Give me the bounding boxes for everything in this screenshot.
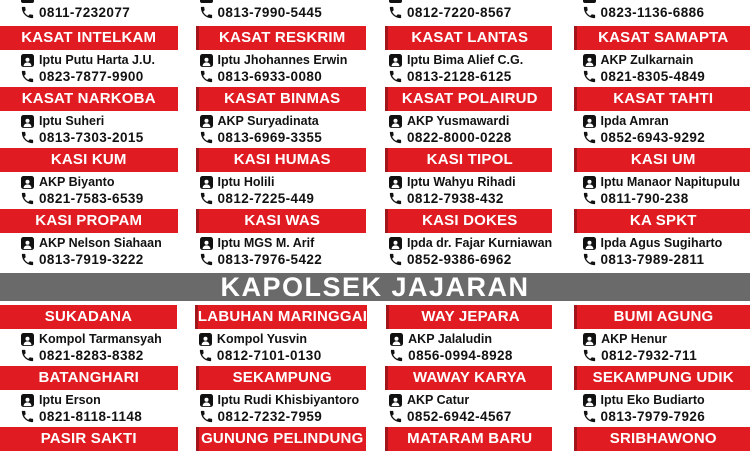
contact-card-title-banner bbox=[385, 366, 552, 390]
officer-name: Iptu Manaor Napitupulu bbox=[601, 175, 741, 189]
phone-handset-icon bbox=[388, 409, 403, 424]
phone-line bbox=[0, 4, 188, 20]
kapolsek-section bbox=[0, 305, 750, 427]
phone-line bbox=[583, 251, 750, 267]
phone-line bbox=[200, 251, 376, 267]
contact-card-info bbox=[0, 329, 187, 366]
contact-card-title: KASAT POLAIRUD bbox=[402, 90, 538, 107]
officer-name-line bbox=[583, 331, 750, 347]
kasat-kasi-section bbox=[0, 26, 750, 270]
contact-card-title: SRIBHAWONO bbox=[610, 430, 717, 447]
person-icon bbox=[21, 394, 34, 407]
phone-handset-icon bbox=[20, 130, 35, 145]
contact-card bbox=[0, 26, 188, 87]
person-icon-cropped bbox=[389, 0, 402, 3]
cropped-contact-card bbox=[188, 0, 376, 26]
officer-name: Iptu Erson bbox=[39, 393, 101, 407]
phone-number: 0813-7303-2015 bbox=[39, 130, 144, 145]
officer-name-line bbox=[21, 331, 187, 347]
contact-card-title-banner bbox=[385, 209, 552, 233]
contact-card bbox=[563, 87, 750, 148]
contact-card-title: BUMI AGUNG bbox=[614, 308, 714, 325]
contact-card-title: KA SPKT bbox=[630, 212, 697, 229]
phone-handset-icon bbox=[388, 191, 403, 206]
phone-handset-icon bbox=[582, 348, 597, 363]
phone-handset-icon bbox=[389, 348, 404, 363]
phone-number: 0821-8305-4849 bbox=[601, 69, 706, 84]
contact-card-row bbox=[0, 209, 750, 270]
contact-card-title-banner bbox=[196, 209, 367, 233]
officer-name: Iptu Jhohannes Erwin bbox=[218, 53, 348, 67]
officer-name-line bbox=[389, 113, 563, 129]
phone-handset-icon bbox=[199, 191, 214, 206]
contact-card-info bbox=[563, 390, 750, 427]
contact-card-info bbox=[0, 172, 188, 209]
phone-handset-icon bbox=[199, 130, 214, 145]
contact-card bbox=[563, 148, 750, 209]
contact-card-title: WAY JEPARA bbox=[421, 308, 519, 325]
contact-card-title: SEKAMPUNG UDIK bbox=[593, 369, 734, 386]
contact-card-info bbox=[0, 390, 188, 427]
phone-handset-icon bbox=[199, 69, 214, 84]
phone-handset-icon bbox=[199, 5, 214, 20]
contact-card-title: MATARAM BARU bbox=[407, 430, 532, 447]
contact-card-info bbox=[188, 50, 376, 87]
contact-card-title-banner bbox=[574, 366, 750, 390]
contact-card-info bbox=[563, 329, 750, 366]
contact-card-title-banner bbox=[196, 26, 367, 50]
officer-name-line bbox=[21, 392, 188, 408]
phone-handset-icon bbox=[582, 252, 597, 267]
contact-card-title: SUKADANA bbox=[45, 308, 132, 325]
cropped-contact-card bbox=[375, 427, 563, 451]
contact-card-info bbox=[188, 111, 376, 148]
officer-name-line bbox=[21, 113, 188, 129]
contact-card bbox=[563, 209, 750, 270]
phone-handset-icon bbox=[20, 191, 35, 206]
phone-line bbox=[21, 129, 188, 145]
person-icon bbox=[200, 237, 213, 250]
contact-card-info bbox=[187, 329, 376, 366]
officer-name: AKP Catur bbox=[407, 393, 469, 407]
phone-line bbox=[389, 68, 563, 84]
contact-card-title: BATANGHARI bbox=[38, 369, 139, 386]
phone-number: 0812-7101-0130 bbox=[217, 348, 322, 363]
contact-card bbox=[188, 366, 376, 427]
contact-card-info bbox=[376, 329, 563, 366]
phone-number: 0813-6969-3355 bbox=[218, 130, 323, 145]
person-icon bbox=[389, 237, 402, 250]
phone-handset-icon bbox=[199, 409, 214, 424]
person-icon bbox=[200, 394, 213, 407]
contact-card-title-banner bbox=[574, 209, 750, 233]
person-icon bbox=[583, 176, 596, 189]
contact-card-title: LABUHAN MARINGGAI bbox=[198, 308, 367, 325]
contact-card-title: SEKAMPUNG bbox=[233, 369, 332, 386]
officer-name-line bbox=[389, 52, 563, 68]
phone-line bbox=[583, 68, 750, 84]
contact-card-info bbox=[0, 50, 188, 87]
phone-number: 0852-6942-4567 bbox=[407, 409, 512, 424]
officer-name: Iptu Rudi Khisbiyantoro bbox=[218, 393, 360, 407]
officer-name: Ipda dr. Fajar Kurniawan bbox=[407, 236, 552, 250]
contact-card-title: KASAT TAHTI bbox=[613, 90, 713, 107]
contact-card-info bbox=[188, 233, 376, 270]
officer-name: Iptu MGS M. Arif bbox=[218, 236, 315, 250]
contact-card bbox=[375, 26, 563, 87]
contact-card-title: KASAT SAMAPTA bbox=[598, 29, 728, 46]
officer-name-line bbox=[389, 174, 563, 190]
officer-name: Iptu Suheri bbox=[39, 114, 104, 128]
phone-number: 0811-7232077 bbox=[39, 5, 130, 20]
phone-number: 0852-9386-6962 bbox=[407, 252, 512, 267]
person-icon bbox=[21, 176, 34, 189]
officer-name-line bbox=[21, 174, 188, 190]
officer-name-line bbox=[200, 174, 376, 190]
contact-card-title: KASAT BINMAS bbox=[224, 90, 340, 107]
cropped-contact-card bbox=[0, 427, 188, 451]
contact-card bbox=[188, 87, 376, 148]
contact-card bbox=[375, 87, 563, 148]
contact-card-title: PASIR SAKTI bbox=[41, 430, 137, 447]
phone-line bbox=[375, 4, 563, 20]
phone-number: 0823-1136-6886 bbox=[601, 5, 705, 20]
officer-name: AKP Suryadinata bbox=[218, 114, 319, 128]
person-icon-cropped bbox=[583, 0, 596, 3]
officer-name: AKP Jalaludin bbox=[408, 332, 492, 346]
phone-line bbox=[389, 251, 563, 267]
person-icon bbox=[200, 115, 213, 128]
contact-card-title-banner bbox=[386, 305, 552, 329]
phone-line bbox=[21, 251, 188, 267]
phone-handset-icon bbox=[20, 348, 35, 363]
contact-card-title: WAWAY KARYA bbox=[413, 369, 527, 386]
officer-name: AKP Yusmawardi bbox=[407, 114, 509, 128]
officer-name-line bbox=[21, 235, 188, 251]
contact-card-info bbox=[0, 233, 188, 270]
contact-card-title-banner bbox=[0, 366, 178, 390]
contact-card-title-banner bbox=[0, 427, 178, 451]
person-icon bbox=[21, 237, 34, 250]
contact-card bbox=[187, 305, 376, 366]
contact-card-title: KASAT LANTAS bbox=[411, 29, 528, 46]
person-icon bbox=[200, 176, 213, 189]
contact-card-title-banner bbox=[196, 87, 367, 111]
contact-card bbox=[188, 26, 376, 87]
officer-name-line bbox=[583, 52, 750, 68]
phone-line bbox=[200, 129, 376, 145]
person-icon bbox=[583, 115, 596, 128]
contact-card-title-banner bbox=[196, 148, 367, 172]
contact-card-title: KASI PROPAM bbox=[35, 212, 142, 229]
officer-name: Kompol Yusvin bbox=[217, 332, 307, 346]
phone-line bbox=[21, 190, 188, 206]
contact-card-title-banner bbox=[0, 209, 178, 233]
phone-number: 0821-8283-8382 bbox=[39, 348, 144, 363]
cropped-contact-card bbox=[0, 0, 188, 26]
officer-name-line bbox=[583, 113, 750, 129]
phone-line bbox=[389, 190, 563, 206]
contact-card-title: KASI KUM bbox=[51, 151, 127, 168]
phone-number: 0812-7225-449 bbox=[218, 191, 315, 206]
officer-name-line bbox=[21, 52, 188, 68]
contact-card-title-banner bbox=[195, 305, 367, 329]
contact-card bbox=[376, 305, 563, 366]
officer-name-line bbox=[389, 392, 563, 408]
phone-line bbox=[583, 408, 750, 424]
contact-card-title: KASI TIPOL bbox=[427, 151, 513, 168]
contact-card-info bbox=[0, 111, 188, 148]
contact-card bbox=[375, 366, 563, 427]
phone-line bbox=[583, 190, 750, 206]
contact-card-info bbox=[375, 50, 563, 87]
officer-name: AKP Henur bbox=[601, 332, 667, 346]
phone-number: 0812-7938-432 bbox=[407, 191, 504, 206]
contact-card-title-banner bbox=[196, 427, 367, 451]
cropped-bottom-row bbox=[0, 427, 750, 451]
phone-number: 0821-8118-1148 bbox=[39, 409, 142, 424]
officer-name: Kompol Tarmansyah bbox=[39, 332, 162, 346]
phone-line bbox=[390, 347, 563, 363]
phone-line bbox=[583, 347, 750, 363]
contact-card bbox=[563, 366, 750, 427]
phone-handset-icon bbox=[582, 191, 597, 206]
contact-card-title: KASI HUMAS bbox=[234, 151, 331, 168]
contact-card-title-banner bbox=[385, 148, 552, 172]
person-icon-cropped bbox=[21, 0, 34, 3]
phone-number: 0813-7989-2811 bbox=[601, 252, 705, 267]
contact-card-row bbox=[0, 366, 750, 427]
person-icon bbox=[389, 176, 402, 189]
person-icon bbox=[389, 115, 402, 128]
phone-line bbox=[188, 4, 376, 20]
phone-number: 0813-7990-5445 bbox=[218, 5, 323, 20]
contact-card-title-banner bbox=[0, 148, 178, 172]
officer-name-line bbox=[200, 392, 376, 408]
officer-name-line bbox=[583, 235, 750, 251]
officer-name: Ipda Amran bbox=[601, 114, 669, 128]
contact-card-title: KASI WAS bbox=[244, 212, 320, 229]
officer-name: Iptu Putu Harta J.U. bbox=[39, 53, 155, 67]
officer-name: Iptu Wahyu Rihadi bbox=[407, 175, 516, 189]
person-icon bbox=[199, 333, 212, 346]
phone-handset-icon bbox=[20, 5, 35, 20]
contact-card-title-banner bbox=[385, 87, 552, 111]
phone-number: 0856-0994-8928 bbox=[408, 348, 513, 363]
person-icon bbox=[583, 394, 596, 407]
cropped-contact-card bbox=[188, 427, 376, 451]
contact-card bbox=[563, 26, 750, 87]
contact-card bbox=[188, 209, 376, 270]
contact-card-info bbox=[375, 233, 563, 270]
phone-number: 0812-7220-8567 bbox=[407, 5, 512, 20]
phone-handset-icon bbox=[20, 409, 35, 424]
contact-card-title-banner bbox=[574, 148, 750, 172]
person-icon bbox=[21, 54, 34, 67]
person-icon bbox=[390, 333, 403, 346]
contact-card-title-banner bbox=[574, 305, 750, 329]
officer-name-line bbox=[390, 331, 563, 347]
officer-name: Ipda Agus Sugiharto bbox=[601, 236, 723, 250]
phone-number: 0813-7919-3222 bbox=[39, 252, 144, 267]
contact-card-title: KASI DOKES bbox=[422, 212, 517, 229]
phone-handset-icon bbox=[388, 69, 403, 84]
officer-name: Iptu Holili bbox=[218, 175, 275, 189]
phone-handset-icon bbox=[198, 348, 213, 363]
cropped-top-row bbox=[0, 0, 750, 26]
cropped-contact-card bbox=[375, 0, 563, 26]
phone-number: 0852-6943-9292 bbox=[601, 130, 706, 145]
contact-card-row bbox=[0, 305, 750, 366]
officer-name-line bbox=[200, 235, 376, 251]
contact-card-title-banner bbox=[574, 427, 750, 451]
phone-handset-icon bbox=[20, 252, 35, 267]
contact-card-row bbox=[0, 148, 750, 209]
officer-name-line bbox=[389, 235, 563, 251]
phone-handset-icon bbox=[388, 5, 403, 20]
phone-number: 0812-7232-7959 bbox=[218, 409, 323, 424]
phone-number: 0813-6933-0080 bbox=[218, 69, 323, 84]
contact-card-title-banner bbox=[0, 26, 178, 50]
contact-card bbox=[0, 148, 188, 209]
phone-number: 0813-7976-5422 bbox=[218, 252, 323, 267]
officer-name: Iptu Bima Alief C.G. bbox=[407, 53, 523, 67]
contact-card-info bbox=[375, 390, 563, 427]
phone-handset-icon bbox=[388, 252, 403, 267]
phone-number: 0812-7932-711 bbox=[601, 348, 697, 363]
person-icon bbox=[583, 333, 596, 346]
phone-handset-icon bbox=[582, 409, 597, 424]
contact-card-info bbox=[563, 50, 750, 87]
phone-line bbox=[200, 68, 376, 84]
contact-card-info bbox=[563, 111, 750, 148]
person-icon bbox=[389, 54, 402, 67]
officer-name: AKP Zulkarnain bbox=[601, 53, 694, 67]
phone-line bbox=[389, 408, 563, 424]
phone-handset-icon bbox=[582, 5, 597, 20]
contact-card bbox=[375, 148, 563, 209]
phone-line bbox=[199, 347, 376, 363]
cropped-contact-card bbox=[563, 427, 750, 451]
contact-card-info bbox=[375, 172, 563, 209]
person-icon bbox=[21, 333, 34, 346]
person-icon-cropped bbox=[200, 0, 213, 3]
person-icon bbox=[200, 54, 213, 67]
contact-card-row bbox=[0, 26, 750, 87]
phone-line bbox=[200, 190, 376, 206]
phone-line bbox=[389, 129, 563, 145]
phone-number: 0822-8000-0228 bbox=[407, 130, 512, 145]
contact-card-title-banner bbox=[0, 305, 177, 329]
contact-card-info bbox=[375, 111, 563, 148]
person-icon bbox=[21, 115, 34, 128]
officer-name: AKP Nelson Siahaan bbox=[39, 236, 162, 250]
contact-card bbox=[188, 148, 376, 209]
officer-name-line bbox=[199, 331, 376, 347]
contact-card-title-banner bbox=[0, 87, 178, 111]
contact-card-title-banner bbox=[385, 427, 552, 451]
contact-card-info bbox=[188, 172, 376, 209]
phone-number: 0823-7877-9900 bbox=[39, 69, 144, 84]
contact-card-info bbox=[563, 233, 750, 270]
phone-number: 0813-7979-7926 bbox=[601, 409, 706, 424]
officer-name: AKP Biyanto bbox=[39, 175, 114, 189]
section-banner: KAPOLSEK JAJARAN bbox=[0, 273, 750, 301]
contact-card-title-banner bbox=[574, 26, 750, 50]
contact-card-title: KASAT NARKOBA bbox=[22, 90, 156, 107]
officer-name-line bbox=[200, 52, 376, 68]
contact-card-title-banner bbox=[574, 87, 750, 111]
contact-card bbox=[0, 87, 188, 148]
phone-number: 0813-2128-6125 bbox=[407, 69, 512, 84]
person-icon bbox=[583, 54, 596, 67]
person-icon bbox=[389, 394, 402, 407]
phone-handset-icon bbox=[388, 130, 403, 145]
contact-card-title: KASAT RESKRIM bbox=[219, 29, 346, 46]
phone-line bbox=[21, 347, 187, 363]
contact-card-title: KASAT INTELKAM bbox=[21, 29, 156, 46]
contact-card bbox=[0, 305, 187, 366]
officer-name-line bbox=[200, 113, 376, 129]
contact-card-title-banner bbox=[385, 26, 552, 50]
contact-card-info bbox=[563, 172, 750, 209]
officer-name-line bbox=[583, 392, 750, 408]
contact-card-title: GUNUNG PELINDUNG bbox=[201, 430, 363, 447]
contact-card-title-banner bbox=[196, 366, 367, 390]
phone-line bbox=[200, 408, 376, 424]
phone-handset-icon bbox=[582, 130, 597, 145]
officer-name: Iptu Eko Budiarto bbox=[601, 393, 705, 407]
officer-name-line bbox=[583, 174, 750, 190]
phone-line bbox=[583, 129, 750, 145]
contact-card bbox=[0, 366, 188, 427]
phone-line bbox=[21, 408, 188, 424]
contact-card bbox=[0, 209, 188, 270]
phone-line bbox=[563, 4, 750, 20]
contact-card-info bbox=[188, 390, 376, 427]
phone-number: 0821-7583-6539 bbox=[39, 191, 144, 206]
phone-line bbox=[21, 68, 188, 84]
contact-card bbox=[563, 305, 750, 366]
contact-card bbox=[375, 209, 563, 270]
person-icon bbox=[583, 237, 596, 250]
contact-card-title: KASI UM bbox=[631, 151, 696, 168]
phone-number: 0811-790-238 bbox=[601, 191, 689, 206]
contact-card-row bbox=[0, 87, 750, 148]
phone-handset-icon bbox=[199, 252, 214, 267]
cropped-contact-card bbox=[563, 0, 750, 26]
phone-handset-icon bbox=[20, 69, 35, 84]
phone-handset-icon bbox=[582, 69, 597, 84]
